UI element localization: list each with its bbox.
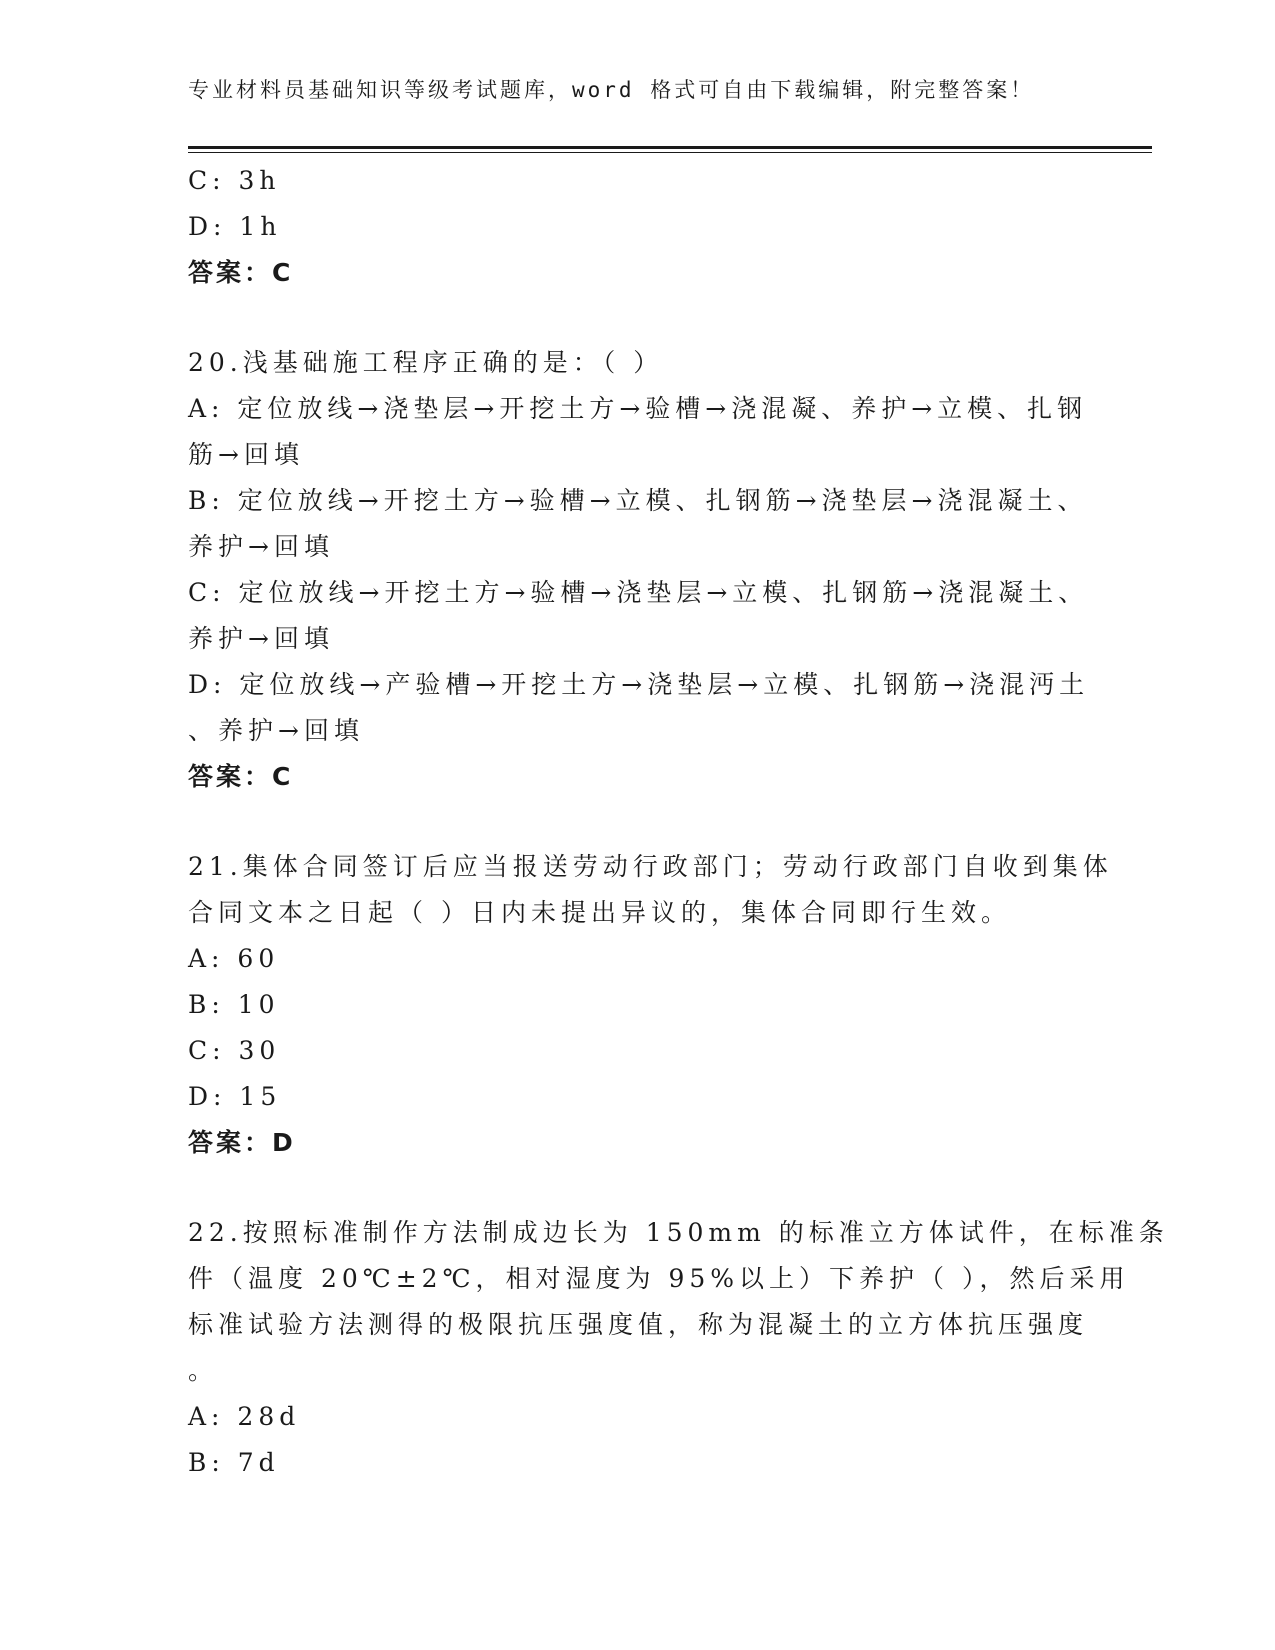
option-b: B: 定位放线→开挖土方→验槽→立模、扎钢筋→浇垫层→浇混凝土、 [188,486,1088,515]
option-a: A: 28d [188,1402,301,1431]
option-d: D: 1h [188,212,282,241]
question-stem: 21.集体合同签订后应当报送劳动行政部门；劳动行政部门自收到集体 [188,852,1113,881]
option-d: D: 定位放线→产验槽→开挖土方→浇垫层→立模、扎钢筋→浇混沔土 [188,670,1090,699]
question-stem: 20.浅基础施工程序正确的是：（ ） [188,348,664,377]
question-22 [188,1210,1169,1486]
option-a: A: 定位放线→浇垫层→开挖土方→验槽→浇混凝、养护→立模、扎钢 [188,394,1088,423]
header-rule-thin [188,152,1152,153]
option-c-continued: 养护→回填 [188,624,334,653]
question-stem-continued: 标准试验方法测得的极限抗压强度值，称为混凝土的立方体抗压强度 [188,1310,1089,1339]
option-a-continued: 筋→回填 [188,440,304,469]
option-a: A: 60 [188,944,280,973]
option-c: C: 3h [188,166,281,195]
question-stem-continued: 合同文本之日起（ ）日内未提出异议的，集体合同即行生效。 [188,898,1011,927]
option-b: B: 10 [188,990,280,1019]
answer: 答案：C [188,762,294,791]
document-body [188,158,1169,1486]
option-d-continued: 、养护→回填 [188,716,364,745]
option-d: D: 15 [188,1082,282,1111]
question-21 [188,844,1113,1166]
option-c: C: 30 [188,1036,281,1065]
question-stem: 22.按照标准制作方法制成边长为 150mm 的标准立方体试件，在标准条 [188,1218,1169,1247]
answer: 答案：C [188,258,294,287]
question-19-tail [188,158,1088,296]
question-stem-continued: 件（温度 20℃±2℃，相对湿度为 95%以上）下养护（ ），然后采用 [188,1264,1130,1293]
header-rule-thick [188,146,1152,149]
answer: 答案：D [188,1128,296,1157]
option-b-continued: 养护→回填 [188,532,334,561]
option-c: C: 定位放线→开挖土方→验槽→浇垫层→立模、扎钢筋→浇混凝土、 [188,578,1089,607]
question-stem-continued: 。 [188,1356,219,1385]
question-20 [188,340,1088,800]
option-b: B: 7d [188,1448,280,1477]
document-header: 专业材料员基础知识等级考试题库，word 格式可自由下载编辑，附完整答案！ [188,78,1035,102]
